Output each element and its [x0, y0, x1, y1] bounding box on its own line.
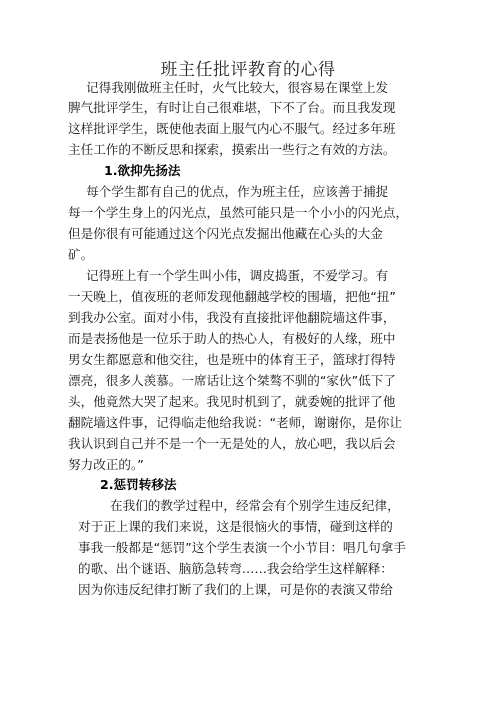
text-line: 漂亮，很多人羡慕。一席话让这个桀骜不驯的“家伙”低下了 [68, 373, 396, 388]
text-line: 一天晚上，值夜班的老师发现他翻越学校的围墙，把他“扭” [68, 289, 396, 304]
text-line: 主任工作的不断反思和探索，摸索出一些行之有效的方法。 [68, 142, 396, 157]
text-line: 事我一般都是“惩罚”这个学生表演一个小节目：唱几句拿手 [78, 540, 406, 555]
text-line: 在我们的教学过程中，经常会有个别学生违反纪律， [110, 498, 400, 513]
text-line: 头，他竟然大哭了起来。我见时机到了，就委婉的批评了他 [68, 394, 396, 409]
text-line: 翻院墙这件事，记得临走他给我说：“老师，谢谢你，是你让 [68, 415, 402, 430]
text-line: 但是你很有可能通过这个闪光点发掘出他藏在心头的大金 [68, 226, 383, 241]
text-line: 这样批评学生，既使他表面上服气内心不服气。经过多年班 [68, 121, 396, 136]
text-line: 而是表扬他是一位乐于助人的热心人，有极好的人缘，班中 [68, 331, 396, 346]
text-line: 每一个学生身上的闪光点，虽然可能只是一个小小的闪光点， [68, 205, 409, 220]
text-line: 因为你违反纪律打断了我们的上课，可是你的表演又带给 [78, 582, 393, 597]
text-line: 的歌、出个谜语、脑筋急转弯……我会给学生这样解释： [78, 561, 393, 576]
document-title: 班主任批评教育的心得 [160, 60, 336, 80]
text-line: 努力改正的。” [68, 457, 144, 472]
text-line: 记得我刚做班主任时，火气比较大，很容易在课堂上发 [86, 80, 389, 95]
text-line: 到我办公室。面对小伟，我没有直接批评他翻院墙这件事， [68, 310, 396, 325]
text-line: 男女生都愿意和他交往，也是班中的体育王子，篮球打得特 [68, 352, 396, 367]
section-heading: 1.欲抑先扬法 [104, 163, 181, 178]
text-line: 我认识到自己并不是一个一无是处的人，放心吧，我以后会 [68, 436, 396, 451]
text-line: 矿。 [68, 247, 94, 262]
section-heading: 2.惩罚转移法 [100, 477, 177, 492]
text-line: 每个学生都有自己的优点，作为班主任，应该善于捕捉 [86, 184, 389, 199]
text-line: 记得班上有一个学生叫小伟，调皮捣蛋，不爱学习。有 [86, 268, 389, 283]
text-line: 脾气批评学生，有时让自己很难堪，下不了台。而且我发现 [68, 100, 396, 115]
text-line: 对于正上课的我们来说，这是很恼火的事情，碰到这样的 [78, 519, 393, 534]
